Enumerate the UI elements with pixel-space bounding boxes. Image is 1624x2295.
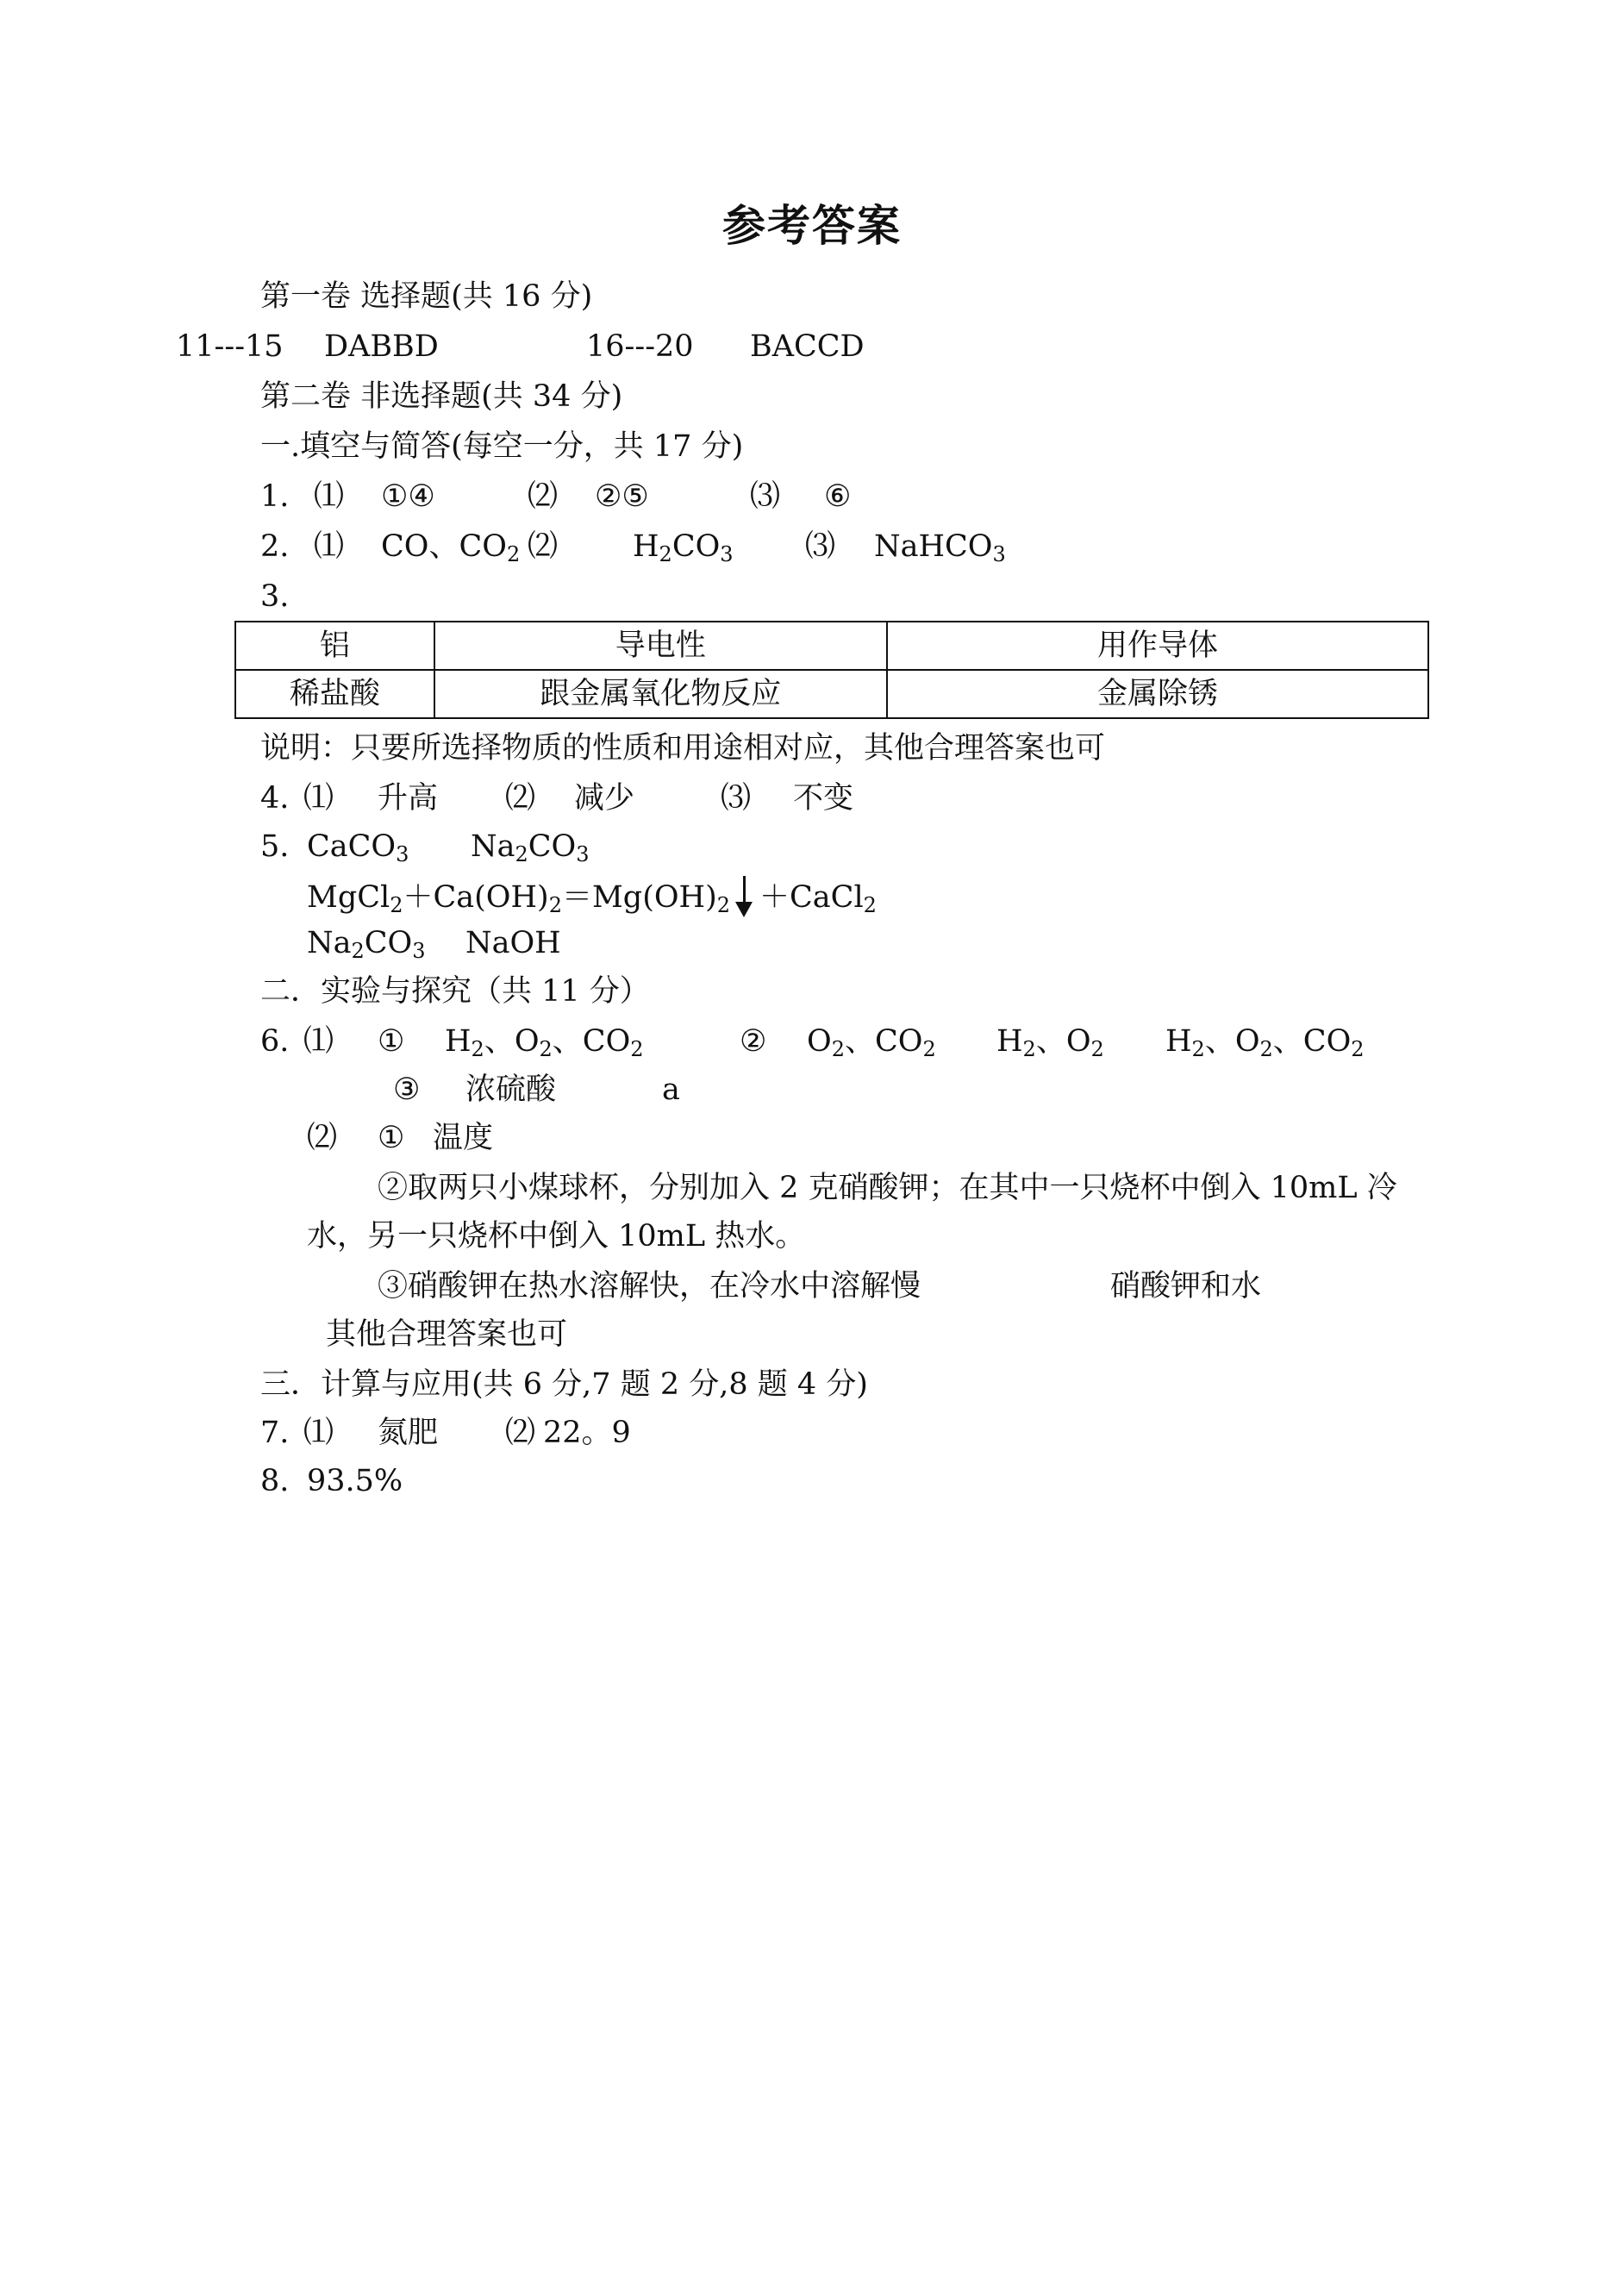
q2-part2-answer: $H_2CO_3$ (633, 529, 734, 566)
table-cell: 铝 (235, 622, 434, 670)
q6-part1-label: ⑴ (303, 1024, 334, 1059)
q4-part3-answer: 不变 (793, 781, 854, 816)
q6-d1-answer: 温度 (433, 1121, 494, 1155)
q7-part2-label: ⑵ (505, 1416, 536, 1450)
q2-number: 2. (260, 529, 290, 564)
q6-d1-marker: ① (378, 1121, 405, 1155)
q5-answer-na2co3-2: $Na_2CO_3$ (307, 926, 426, 963)
q4-part3-label: ⑶ (721, 781, 752, 816)
q1-part3-label: ⑶ (750, 479, 781, 514)
q6-d2-answer: ②取两只小煤球杯，分别加入 2 克硝酸钾；在其中一只烧杯中倒入 10mL 冷 (378, 1171, 1397, 1205)
q2-part3-label: ⑶ (805, 529, 836, 564)
q2-part1-label: ⑴ (314, 529, 345, 564)
part1-range-a: 11---15 (176, 329, 284, 364)
section2-heading: 二．实验与探究（共 11 分） (260, 974, 650, 1009)
q6-c1-answer: $H_2$、$O_2$、$CO_2$ (445, 1024, 644, 1061)
section1-heading: 一.填空与简答(每空一分，共 17 分) (260, 429, 744, 464)
table-cell: 跟金属氧化物反应 (434, 670, 887, 718)
table-cell: 导电性 (434, 622, 887, 670)
q1-part1-answer: ①④ (381, 479, 435, 514)
precipitate-arrow-icon (735, 876, 754, 919)
q6-c1-marker: ① (378, 1024, 405, 1059)
q6-number: 6. (260, 1024, 290, 1059)
table-cell: 金属除锈 (887, 670, 1428, 718)
q6-note: 其他合理答案也可 (326, 1317, 568, 1352)
q6-part2-label: ⑵ (307, 1121, 338, 1155)
q4-part2-answer: 减少 (574, 781, 635, 816)
q1-part2-label: ⑵ (528, 479, 559, 514)
q3-note: 说明：只要所选择物质的性质和用途相对应，其他合理答案也可 (260, 731, 1106, 766)
q6-c2-answer: $O_2$、$CO_2$ (807, 1024, 936, 1061)
part1-answers-b: BACCD (750, 329, 865, 364)
q4-number: 4. (260, 781, 290, 816)
q7-part1-label: ⑴ (303, 1416, 334, 1450)
q3-table (234, 621, 1429, 719)
q2-part1-answer: CO、$CO_2$ (381, 529, 521, 566)
q7-part1-answer: 氮肥 (378, 1416, 439, 1450)
q6-d3-extra: 硝酸钾和水 (1110, 1269, 1262, 1304)
q6-c2-answer-b: $H_2$、$O_2$ (996, 1024, 1104, 1061)
q7-number: 7. (260, 1416, 290, 1450)
q1-number: 1. (260, 479, 290, 514)
q4-part2-label: ⑵ (505, 781, 536, 816)
q1-part3-answer: ⑥ (824, 479, 852, 514)
q5-answer-caco3: CaCO$_3$ (307, 829, 409, 866)
q3-number: 3. (260, 579, 290, 614)
q6-d2-continuation: 水，另一只烧杯中倒入 10mL 热水。 (307, 1219, 806, 1254)
q6-c3-extra: a (662, 1072, 680, 1107)
q8-number: 8. (260, 1464, 290, 1498)
q4-part1-label: ⑴ (303, 781, 334, 816)
table-cell: 用作导体 (887, 622, 1428, 670)
q6-c2-marker: ② (740, 1024, 767, 1059)
part2-heading: 第二卷 非选择题(共 34 分) (260, 379, 623, 414)
part1-answers-a: DABBD (324, 329, 439, 364)
q2-part2-label: ⑵ (528, 529, 559, 564)
q1-part1-label: ⑴ (314, 479, 345, 514)
q6-c3-marker: ③ (393, 1072, 421, 1107)
section3-heading: 三．计算与应用(共 6 分,7 题 2 分,8 题 4 分) (260, 1367, 868, 1402)
q7-part2-answer: 22。9 (543, 1416, 631, 1450)
table-row (235, 670, 1428, 718)
q6-d3-answer: ③硝酸钾在热水溶解快，在冷水中溶解慢 (378, 1269, 921, 1304)
q6-c2-answer-c: $H_2$、$O_2$、$CO_2$ (1165, 1024, 1365, 1061)
q5-number: 5. (260, 829, 290, 864)
page-title: 参考答案 (722, 201, 902, 251)
q2-part3-answer: NaHCO$_3$ (874, 529, 1006, 566)
q6-c3-answer: 浓硫酸 (465, 1072, 557, 1107)
q4-part1-answer: 升高 (378, 781, 439, 816)
q5-answer-naoh: NaOH (465, 926, 561, 960)
q5-answer-na2co3: $Na_2CO_3$ (471, 829, 590, 866)
table-cell: 稀盐酸 (235, 670, 434, 718)
q8-answer: 93.5% (307, 1464, 403, 1498)
part1-range-b: 16---20 (586, 329, 694, 364)
q5-equation: $MgCl_2+Ca(OH)_2=Mg(OH)_2$ ＋CaCl$_2$ (307, 876, 877, 919)
part1-heading: 第一卷 选择题(共 16 分) (260, 279, 593, 314)
table-row (235, 622, 1428, 670)
q1-part2-answer: ②⑤ (595, 479, 649, 514)
